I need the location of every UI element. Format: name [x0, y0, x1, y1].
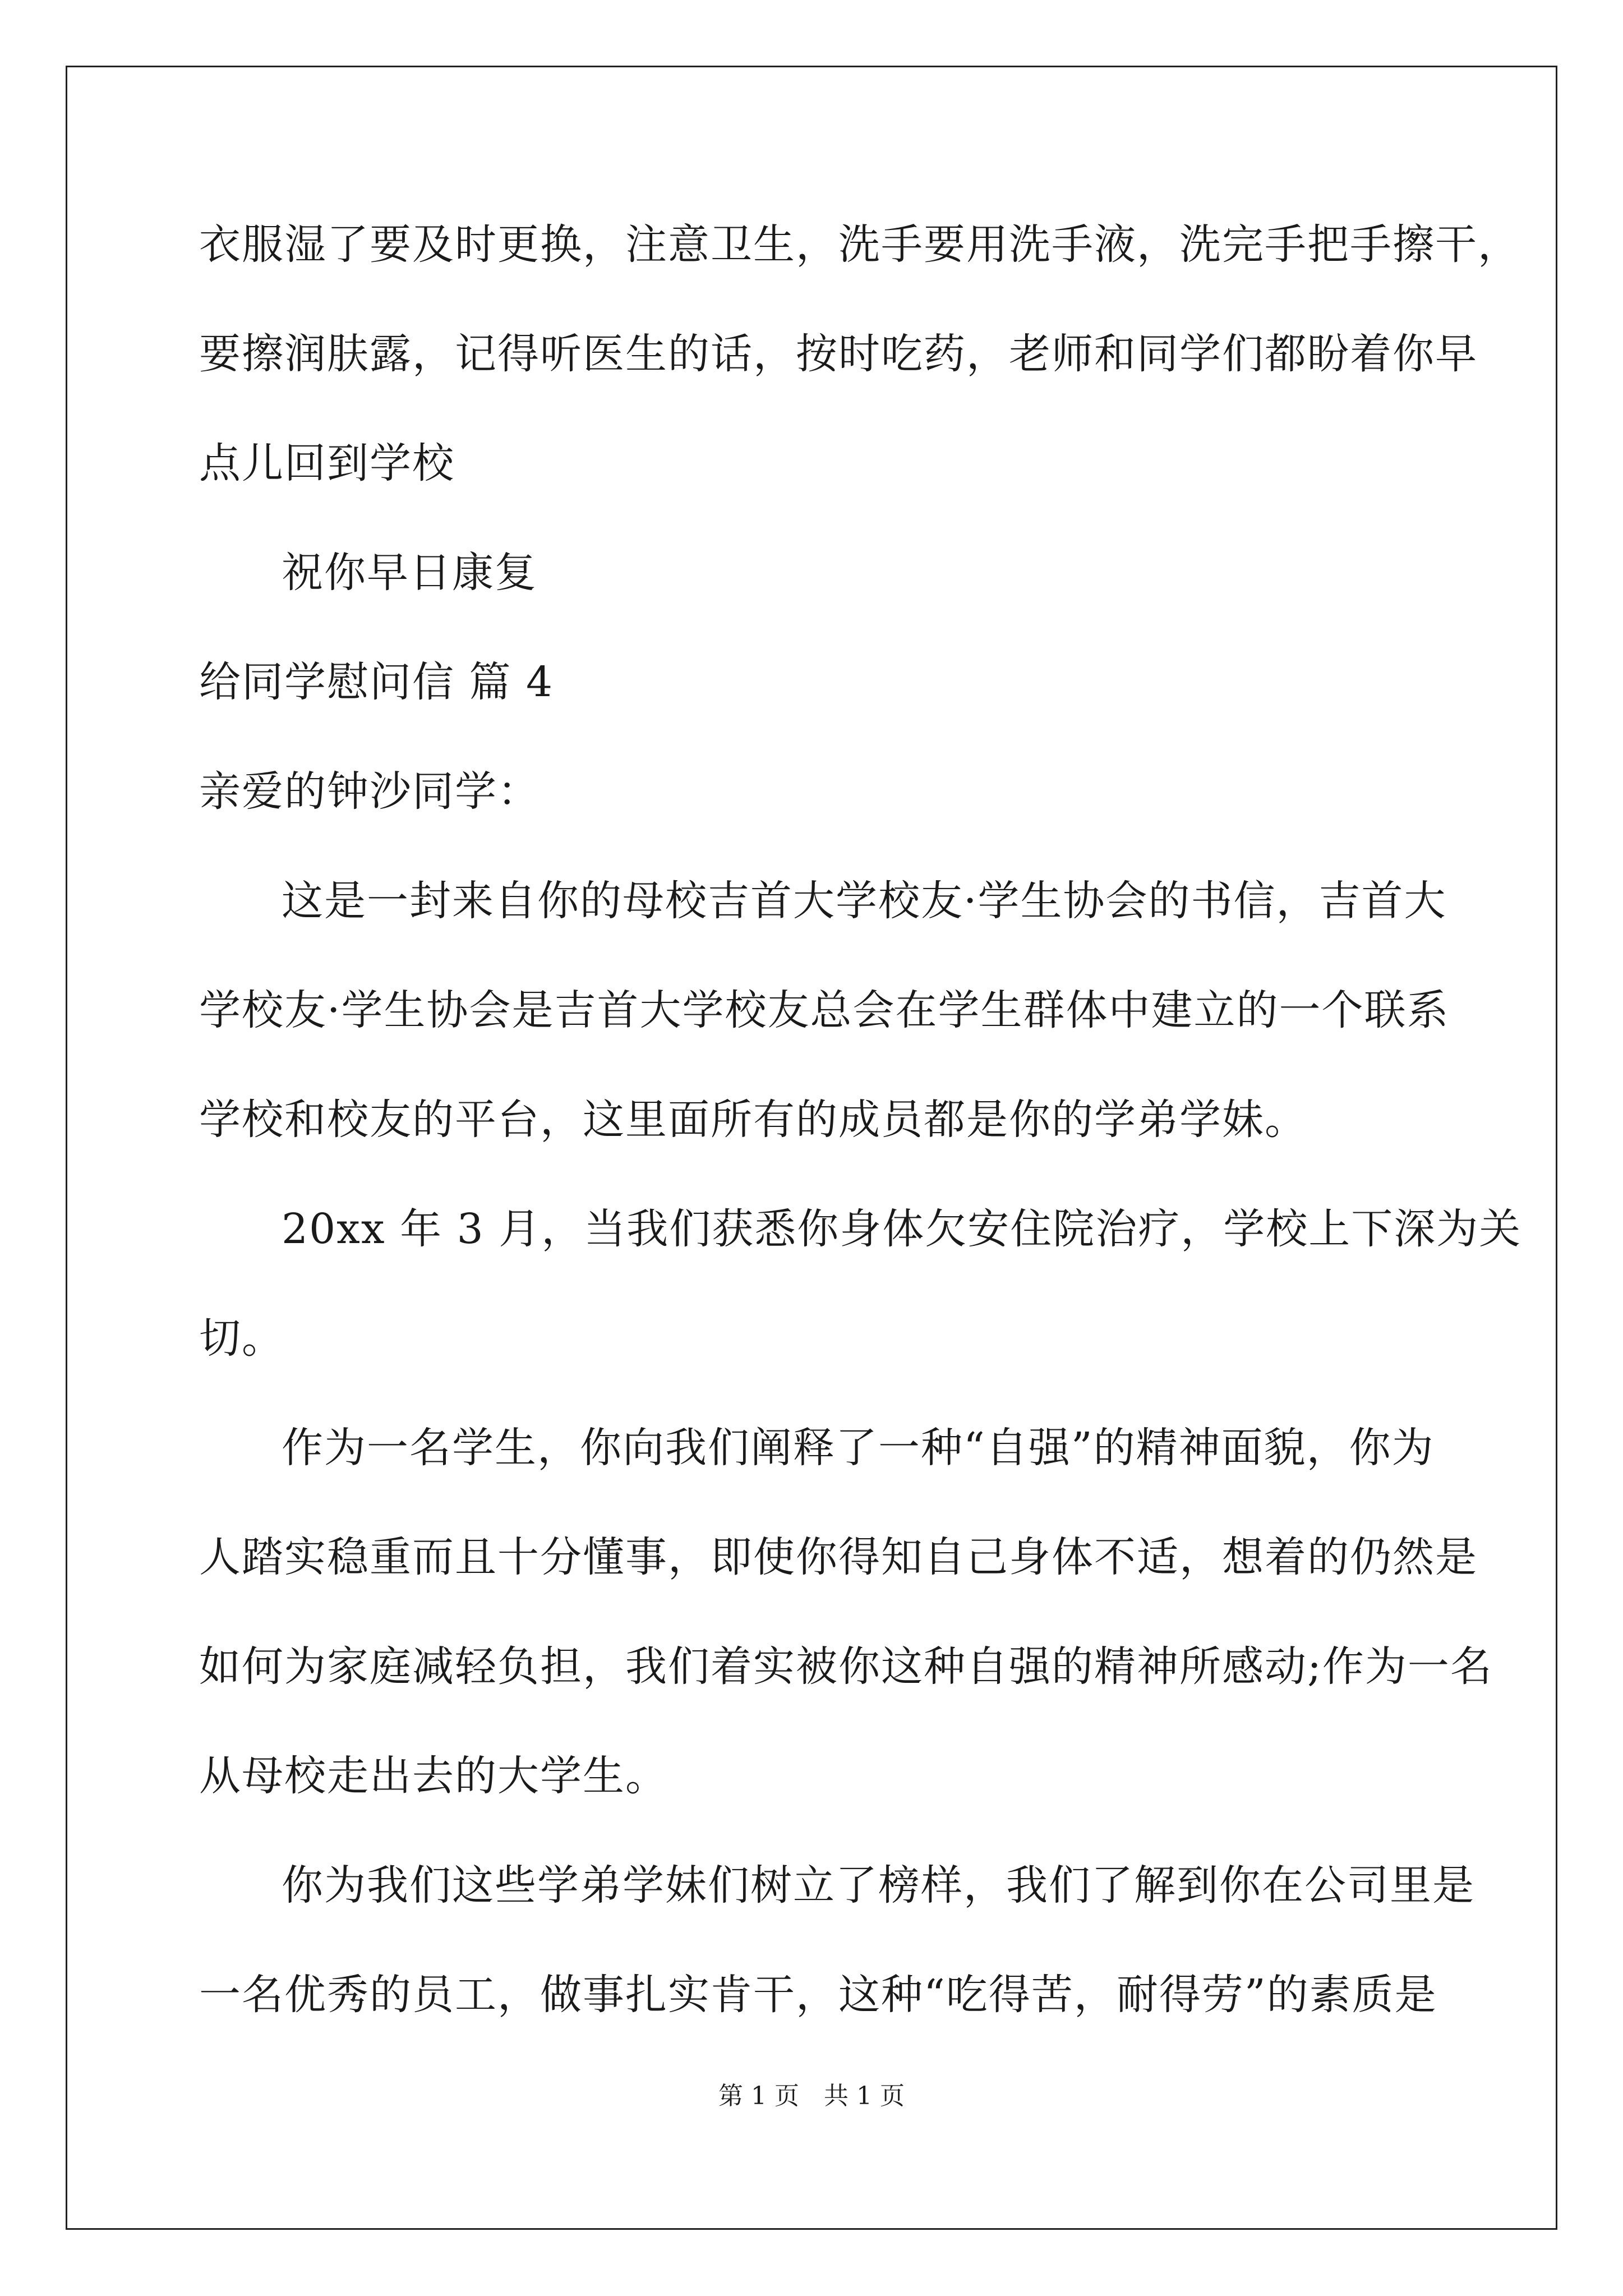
salutation: 亲爱的钟沙同学：: [199, 767, 540, 816]
page-number-footer: 第 1 页 共 1 页: [718, 2082, 905, 2110]
section-heading: 给同学慰问信 篇 4: [199, 658, 554, 706]
body-line-17: 一名优秀的员工，做事扎实肯干，这种“吃得苦，耐得劳”的素质是: [199, 1971, 1437, 2019]
body-line-7: 这是一封来自你的母校吉首大学校友·学生协会的书信，吉首大: [282, 877, 1447, 925]
body-line-13: 人踏实稳重而且十分懂事，即使你得知自己身体不适，想着的仍然是: [199, 1533, 1478, 1581]
body-line-15: 从母校走出去的大学生。: [199, 1752, 668, 1800]
closing-wish: 祝你早日康复: [282, 549, 537, 597]
body-line-16: 你为我们这些学弟学妹们树立了榜样，我们了解到你在公司里是: [282, 1861, 1475, 1910]
body-line-12: 作为一名学生，你向我们阐释了一种“自强”的精神面貌，你为: [282, 1424, 1435, 1472]
body-line-10: 20xx 年 3 月，当我们获悉你身体欠安住院治疗，学校上下深为关: [282, 1205, 1522, 1253]
body-line-14: 如何为家庭减轻负担，我们着实被你这种自强的精神所感动;作为一名: [199, 1642, 1493, 1691]
body-line-3: 点儿回到学校: [199, 439, 455, 487]
body-line-8: 学校友·学生协会是吉首大学校友总会在学生群体中建立的一个联系: [199, 986, 1450, 1034]
body-line-1: 衣服湿了要及时更换，注意卫生，洗手要用洗手液，洗完手把手擦干，: [199, 220, 1520, 269]
body-line-2: 要擦润肤露，记得听医生的话，按时吃药，老师和同学们都盼着你早: [199, 330, 1478, 378]
body-line-9: 学校和校友的平台，这里面所有的成员都是你的学弟学妹。: [199, 1096, 1307, 1144]
body-line-11: 切。: [199, 1314, 284, 1363]
